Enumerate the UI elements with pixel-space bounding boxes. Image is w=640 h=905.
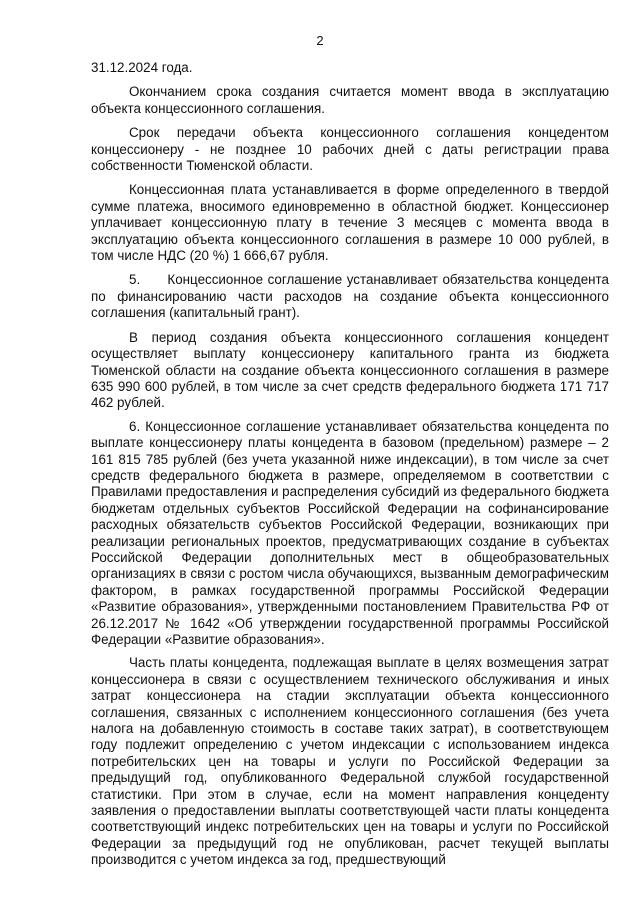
page-number: 2 (316, 33, 324, 48)
paragraph-item-6-grantor-payment: 6. Концессионное соглашение устанавливает обязательства концедента по выплате концессионеру платы концедента в базовом (предельном) размере – 2 161 815 785 рублей (без учета указанной ниже индексации), в том числе за счет средств федерального бюджета в размере, определяемом в соответствии с Правилами предоставления и распределения субсидий из федерального бюджета бюджетам отдельных субъектов Российской Федерации на софинансирование расходных обязательств субъектов Российской Федерации, возникающих при реализации региональных проектов, предусматривающих создание в субъектах Российской Федерации дополнительных мест в общеобразовательных организациях в связи с ростом числа обучающихся, вызванным демографическим фактором, в рамках государственной программы Российской Федерации «Развитие образования», утвержденными постановлением Правительства РФ от 26.12.2017 № 1642 «Об утверждении государственной программы Российской Федерации «Развитие образования». (91, 418, 609, 647)
paragraph-grant-amount: В период создания объекта концессионного соглашения концедент осуществляет выплату концессионеру капитального гранта из бюджета Тюменской области на создание объекта концессионного соглашения в размере 635 990 600 рублей, в том числе за счет средств федерального бюджета 171 717 462 рублей. (91, 329, 609, 411)
paragraph-transfer-term: Срок передачи объекта концессионного соглашения концедентом концессионеру - не позднее 10 рабочих дней с даты регистрации права собственности Тюменской области. (91, 125, 609, 174)
paragraph-construction-end: Окончанием срока создания считается момент ввода в эксплуатацию объекта концессионного соглашения. (91, 84, 609, 116)
paragraph-indexation: Часть платы концедента, подлежащая выплате в целях возмещения затрат концессионера в связи с осуществлением технического обслуживания и иных затрат концессионера на стадии эксплуатации объекта концессионного соглашения, связанных с исполнением концессионного соглашения (без учета налога на добавленную стоимость в составе таких затрат), в соответствующем году подлежит определению с учетом индексации с использованием индекса потребительских цен на товары и услуги по Российской Федерации за предыдущий год, опубликованного Федеральной службой государственной статистики. При этом в случае, если на момент направления концеденту заявления о предоставлении выплаты соответствующей части платы концедента соответствующий индекс потребительских цен на товары и услуги по Российской Федерации за предыдущий год не опубликован, расчет текущей выплаты производится с учетом индекса за год, предшествующий (91, 655, 609, 868)
paragraph-item-5-capital-grant: 5. Концессионное соглашение устанавливает обязательства концедента по финансированию части расходов на создание объекта концессионного соглашения (капитальный грант). (91, 272, 609, 321)
paragraph-deadline-date: 31.12.2024 года. (91, 60, 193, 75)
document-body (91, 60, 609, 877)
paragraph-concession-fee: Концессионная плата устанавливается в форме определенного в твердой сумме платежа, вносимого единовременно в областной бюджет. Концессионер уплачивает концессионную плату в течение 3 месяцев с момента ввода в эксплуатацию объекта концессионного соглашения в размере 10 000 рублей, в том числе НДС (20 %) 1 666,67 рубля. (91, 182, 609, 264)
